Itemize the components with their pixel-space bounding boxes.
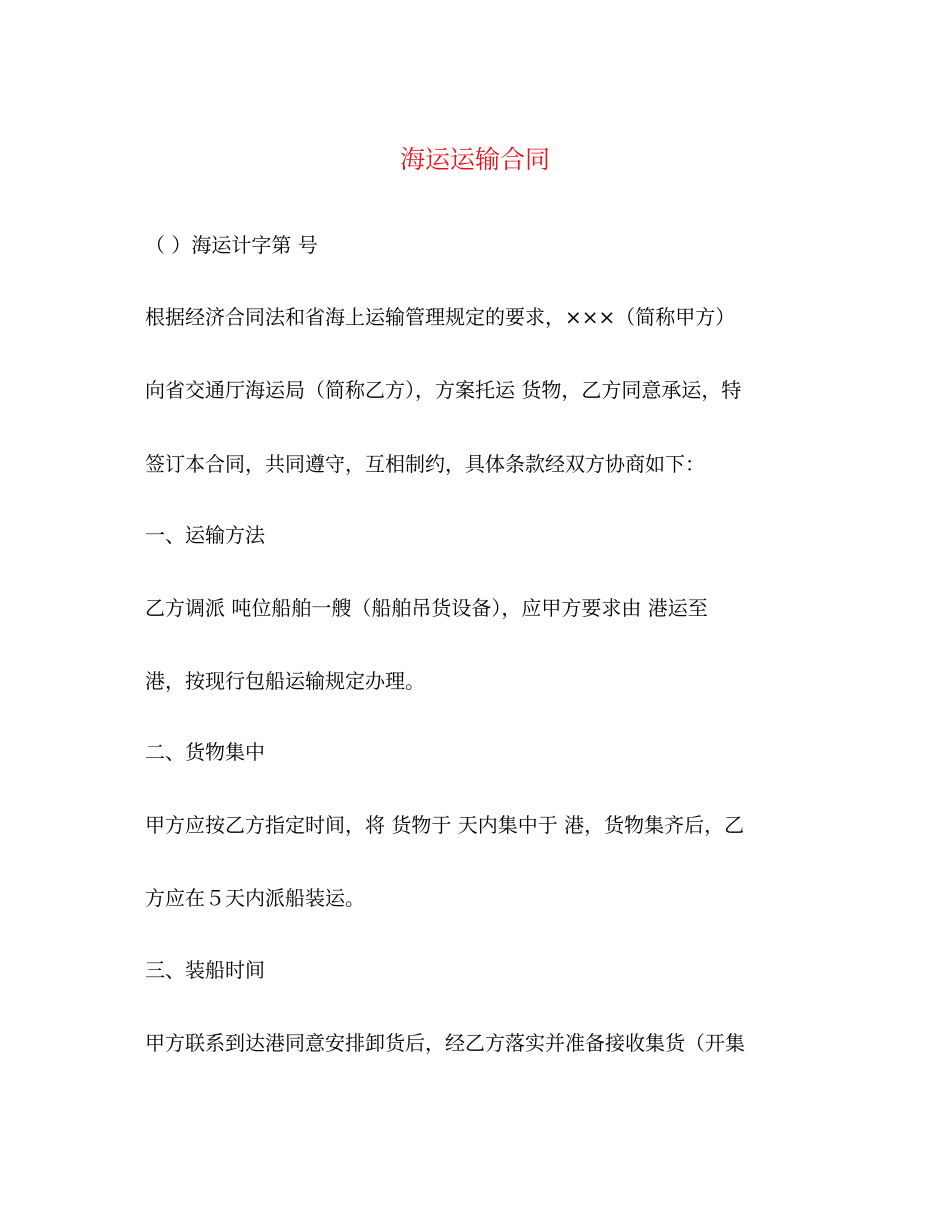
paragraph-line: 甲方联系到达港同意安排卸货后，经乙方落实并准备接收集货（开集 [145, 1031, 745, 1055]
contract-number-line: （ ）海运计字第 号 [145, 233, 318, 257]
paragraph-line: 港，按现行包船运输规定办理。 [145, 669, 425, 693]
paragraph-line: 签订本合同，共同遵守，互相制约，具体条款经双方协商如下： [145, 452, 705, 476]
section-heading-cargo-collection: 二、货物集中 [145, 740, 265, 764]
section-heading-transport-method: 一、运输方法 [145, 523, 265, 547]
paragraph-line: 向省交通厅海运局（简称乙方），方案托运 货物，乙方同意承运，特 [145, 378, 742, 402]
document-title: 海运运输合同 [399, 145, 550, 174]
paragraph-line: 方应在５天内派船装运。 [145, 886, 365, 910]
paragraph-line: 甲方应按乙方指定时间，将 货物于 天内集中于 港，货物集齐后，乙 [145, 813, 745, 837]
paragraph-line: 根据经济合同法和省海上运输管理规定的要求，×××（简称甲方） [145, 305, 736, 329]
section-heading-loading-time: 三、装船时间 [145, 958, 265, 982]
paragraph-line: 乙方调派 吨位船舶一艘（船舶吊货设备），应甲方要求由 港运至 [145, 596, 708, 620]
